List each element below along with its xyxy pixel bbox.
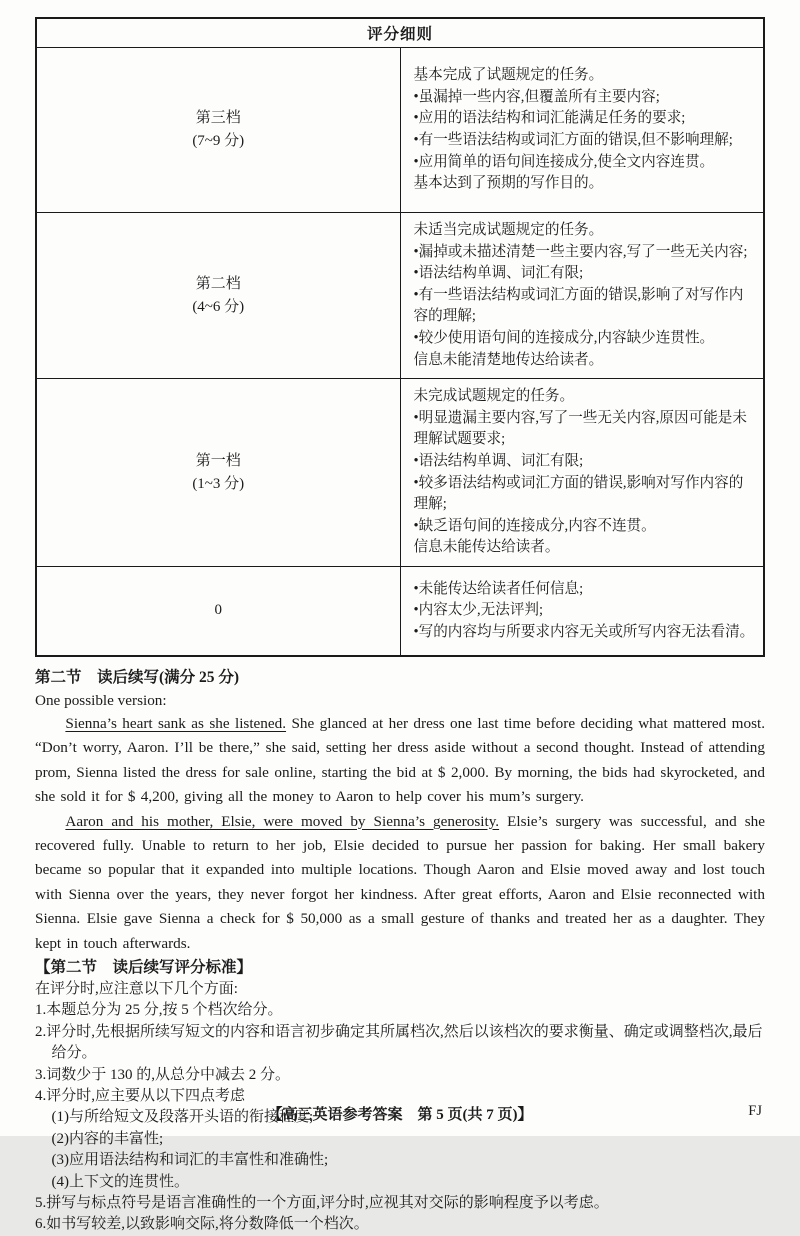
criteria-line: •有一些语法结构或词汇方面的错误,影响了对写作内容的理解; [413,286,744,325]
model-essay-paragraph-2 [35,810,765,956]
criteria-line: •有一些语法结构或词汇方面的错误,但不影响理解; [413,132,733,148]
grading-subitem-2: (2)内容的丰富性; [51,1130,164,1147]
band1-label-cell [36,379,400,567]
criteria-line: 信息未能清楚地传达给读者。 [413,351,604,368]
band2-criteria-cell [400,213,764,379]
band-score-range: (7~9 分) [192,133,245,149]
band0-criteria-cell [400,566,764,656]
grading-item-1: 1.本题总分为 25 分,按 5 个档次给分。 [35,1002,283,1019]
band-score-range: (1~3 分) [192,475,245,492]
rubric-row-band2 [36,213,764,379]
grading-item-4: 4.评分时,应主要从以下四点考虑 [35,1088,246,1104]
criteria-line: 未完成试题规定的任务。 [413,388,575,405]
criteria-line: •较少使用语句间的连接成分,内容缺少连贯性。 [413,329,715,346]
paragraph-2-text: Elsie’s surgery was successful, and she recovered fully. Unable to return to her job, Elsie decided to pursue her passion for baking. Her small bakery became so popular that it expanded into multiple locations. Though Aaron and Elsie moved away and lost touch with Sienna over the years, they never forgot her kindness. After great efforts, Aaron and Elsie reconnected with Sienna. Elsie gave Sienna a check for $ 50,000 as a small gesture of thanks and treated her as a daughter. They kept in touch afterwards. [35,812,766,952]
grading-item-3: 3.词数少于 130 的,从总分中减去 2 分。 [35,1066,291,1083]
criteria-line: 基本完成了试题规定的任务。 [413,67,604,84]
grading-item-6: 6.如书写较差,以致影响交际,将分数降低一个档次。 [35,1216,369,1233]
criteria-line: •缺乏语句间的连接成分,内容不连贯。 [413,517,656,534]
footer-page-indicator: 【高三英语参考答案 第 5 页(共 7 页)】 [267,1107,533,1123]
scoring-rubric-table [35,17,765,657]
band-name: 第一档 [195,452,241,469]
criteria-line: •明显遗漏主要内容,写了一些无关内容,原因可能是未理解试题要求; [413,409,747,448]
page-footer [0,1103,800,1123]
criteria-line: •漏掉或未描述清楚一些主要内容,写了一些无关内容; [413,243,748,260]
grading-item-5: 5.拼写与标点符号是语言准确性的一个方面,评分时,应视其对交际的影响程度予以考虑。 [35,1195,609,1212]
footer-code: FJ [748,1103,762,1119]
band1-criteria-cell [400,379,764,567]
rubric-row-band3 [36,48,764,213]
grading-item-2: 2.评分时,先根据所续写短文的内容和语言初步确定其所属档次,然后以该档次的要求衡量、确定或调整档次,最后给分。 [35,1023,763,1062]
band-name: 第二档 [195,275,241,292]
criteria-line: •语法结构单调、词汇有限; [413,265,584,282]
criteria-line: 未适当完成试题规定的任务。 [413,222,604,238]
criteria-line: •语法结构单调、词汇有限; [413,452,584,469]
rubric-table-title: 评分细则 [36,18,764,48]
paragraph-1-text: She glanced at her dress one last time before deciding what mattered most. “Don’t worry, Aaron. I’ll be there,” she said, setting her dress aside without a second thought. Instead of attending prom, Sienna listed the dress for sale online, starting the bid at $ 2,000. By morning, the bids had skyrocketed, and she sold it for $ 4,200, giving all the money to Aaron to help cover his mum’s surgery. [35,714,765,806]
model-essay-paragraph-1 [35,712,765,810]
grading-standard-intro: 在评分时,应注意以下几个方面: [35,980,238,997]
grading-standard-heading: 【第二节 读后续写评分标准】 [35,958,253,976]
rubric-row-zero [36,566,764,656]
section2-heading: 第二节 读后续写(满分 25 分) [35,668,240,686]
band0-label-cell [36,566,400,656]
underlined-opening-sentence-2: Aaron and his mother, Elsie, were moved by Sienna’s generosity. [65,812,500,830]
band-score-range: (4~6 分) [192,298,245,315]
rubric-row-band1 [36,379,764,567]
criteria-line: 信息未能传达给读者。 [413,539,560,556]
criteria-line: 基本达到了预期的写作目的。 [413,175,604,192]
band2-label-cell [36,213,400,379]
criteria-line: •较多语法结构或词汇方面的错误,影响对写作内容的理解; [413,474,744,513]
criteria-line: •内容太少,无法评判; [413,602,544,619]
band-name: 0 [214,602,222,619]
criteria-line: •写的内容均与所要求内容无关或所写内容无法看清。 [413,623,755,640]
grading-subitem-1: (1)与所给短文及段落开头语的衔接程度; [51,1109,314,1126]
band3-criteria-cell [400,48,764,213]
band3-label-cell [36,48,400,213]
criteria-line: •未能传达给读者任何信息; [413,580,584,597]
model-essay-intro: One possible version: [35,691,167,709]
underlined-opening-sentence-1: Sienna’s heart sank as she listened. [65,714,287,732]
band-name: 第三档 [195,110,241,126]
rubric-title-row [36,18,764,48]
criteria-line: •虽漏掉一些内容,但覆盖所有主要内容; [413,88,660,105]
grading-subitem-3: (3)应用语法结构和词汇的丰富性和准确性; [51,1152,329,1169]
grading-subitem-4: (4)上下文的连贯性。 [51,1173,189,1190]
criteria-line: •应用简单的语句间连接成分,使全文内容连贯。 [413,153,715,170]
criteria-line: •应用的语法结构和词汇能满足任务的要求; [413,110,686,127]
